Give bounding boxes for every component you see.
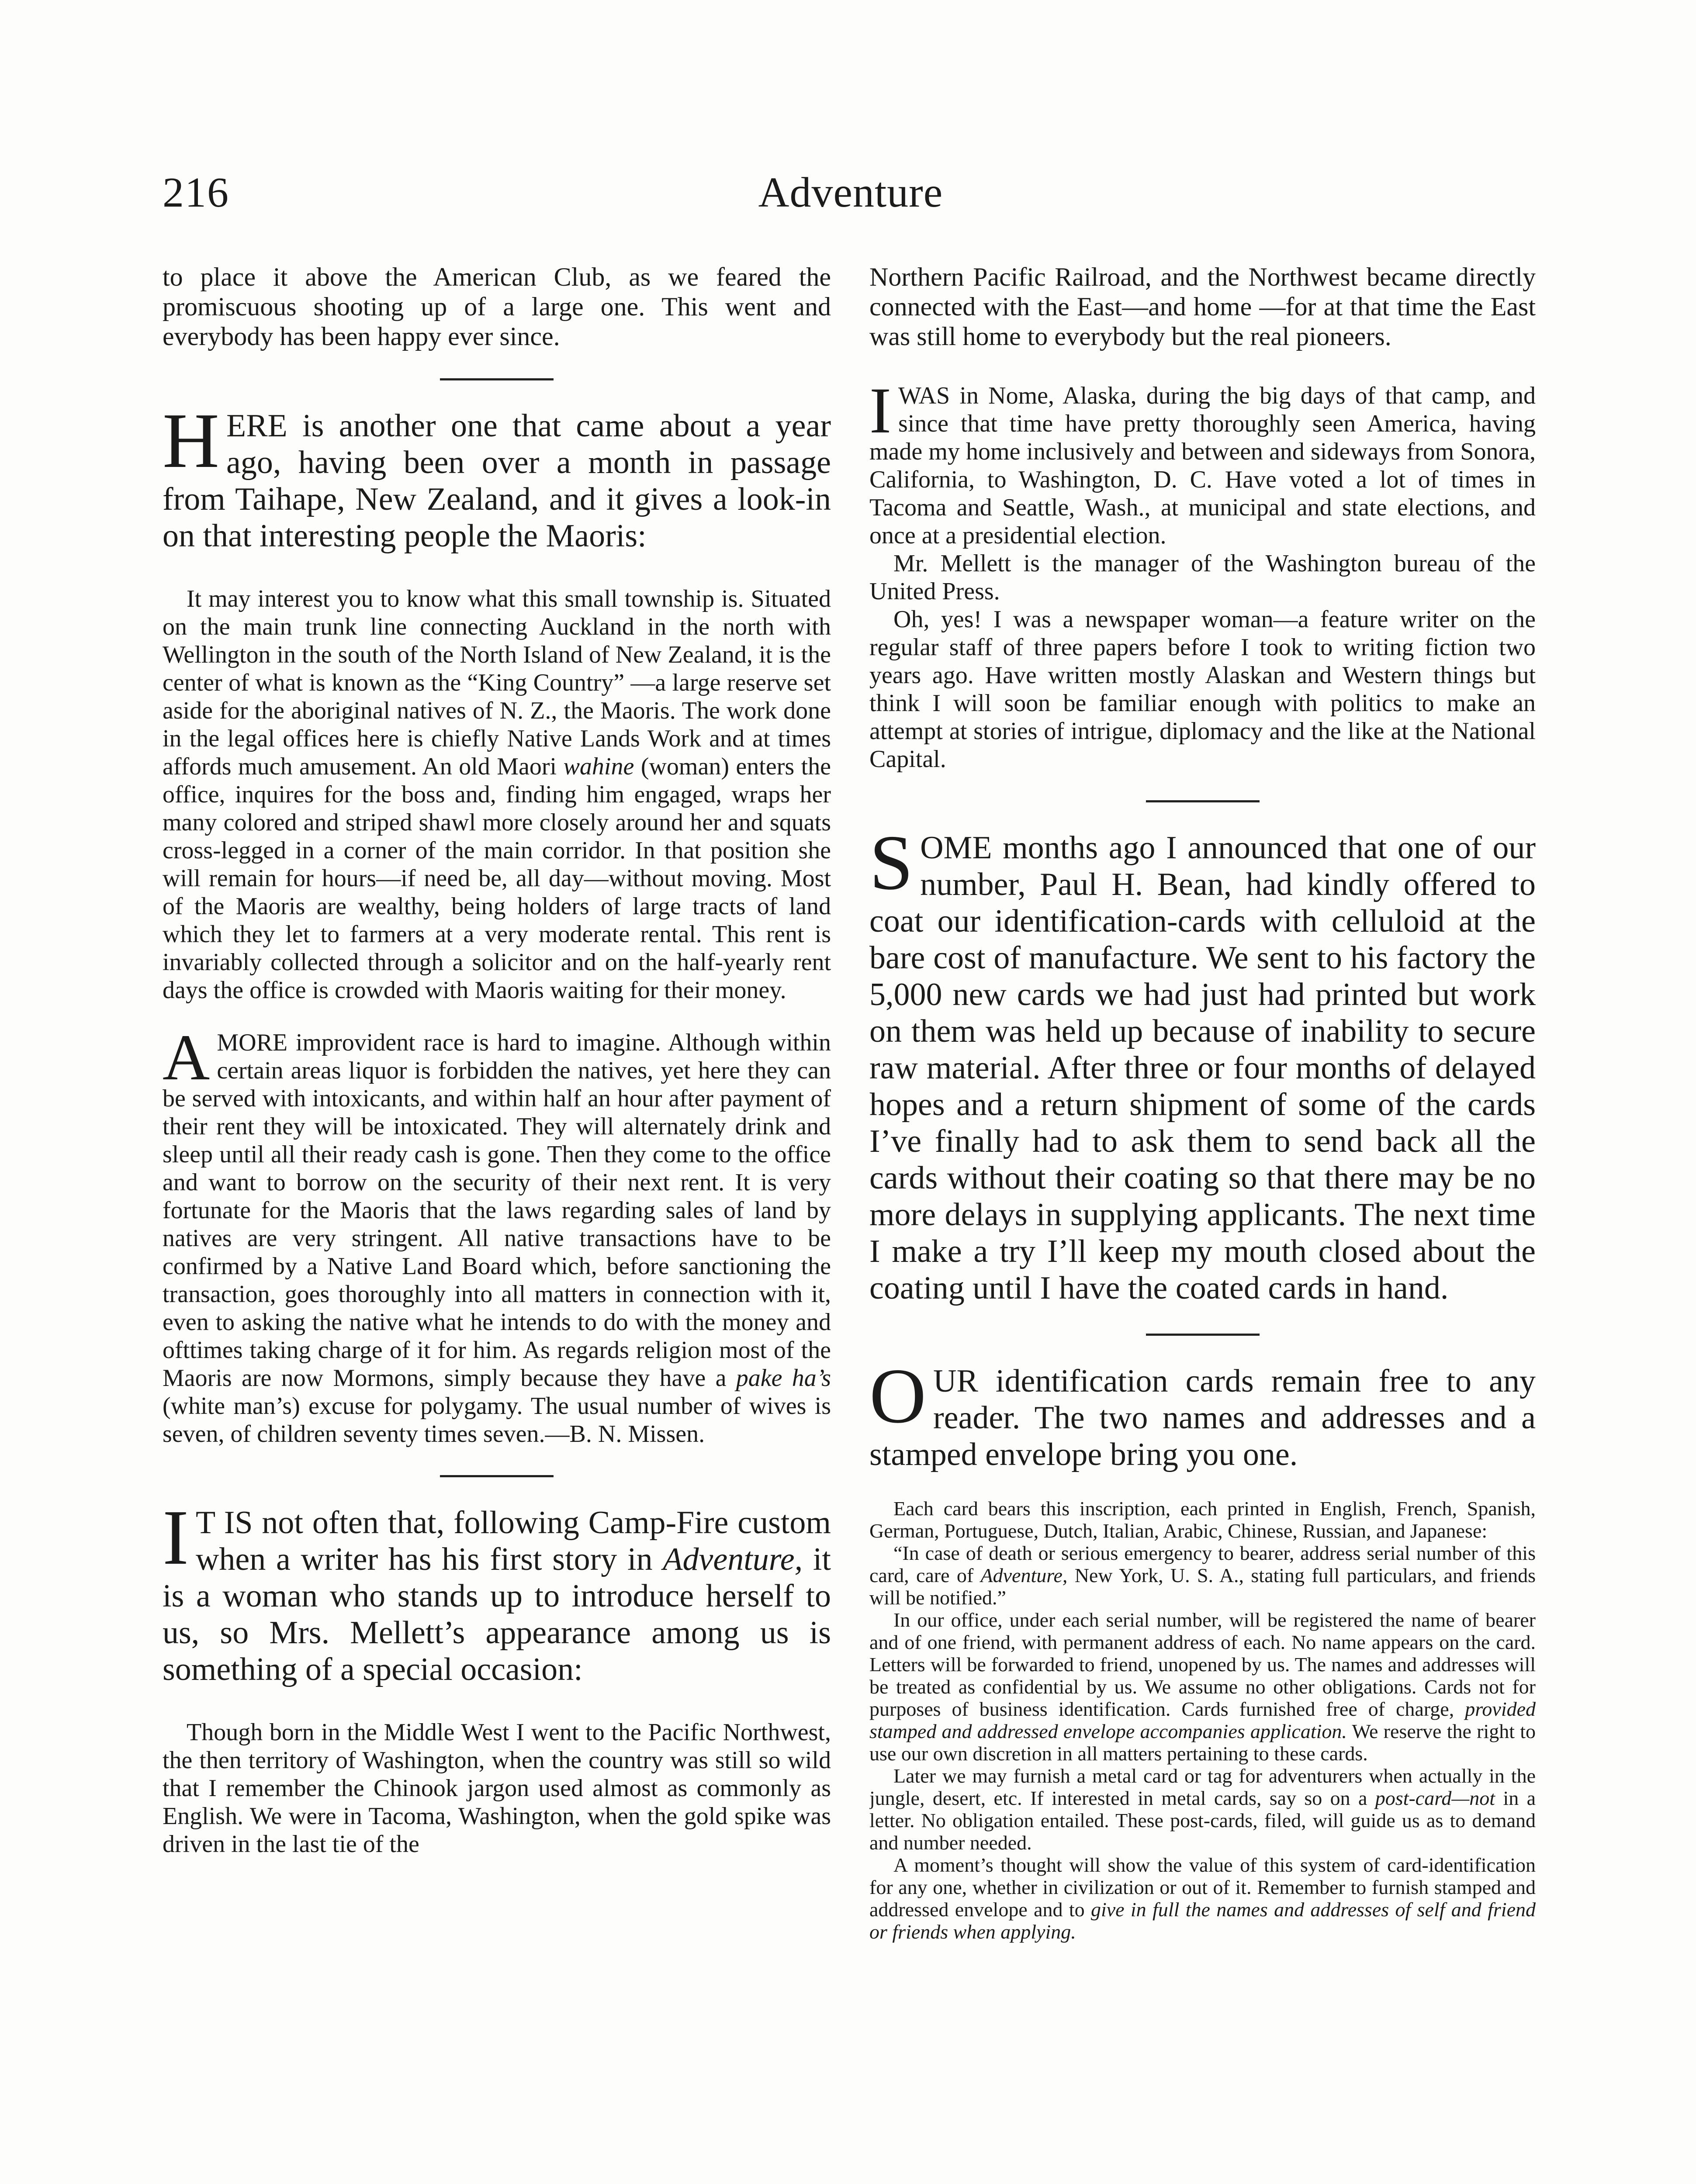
drop-cap: O bbox=[869, 1352, 926, 1439]
nome-section bbox=[869, 374, 1536, 549]
drop-cap: S bbox=[869, 819, 914, 906]
section-divider bbox=[1146, 800, 1260, 802]
celluloid-section bbox=[869, 819, 1536, 1306]
celluloid-text: OME months ago I announced that one of our number, Paul H. Bean, had kindly offered to coat our identification-cards with celluloid at the bare cost of manufacture. We sent to his factory the 5,000 new cards we had just had printed but work on them was held up because of inability to secure raw material. After three or four months of delayed hopes and a return shipment of some of the cards I’ve finally had to ask them to send back all the cards without their coating so that there may be no more delays in supplying applicants. The next time I make a try I’ll keep my mouth closed about the coating until I have the coated cards in hand. bbox=[869, 830, 1536, 1306]
section-divider bbox=[440, 378, 554, 380]
drop-cap: H bbox=[163, 397, 219, 484]
mellett-intro bbox=[163, 1494, 831, 1688]
drop-cap: I bbox=[869, 374, 891, 447]
section-divider bbox=[1146, 1334, 1260, 1336]
mellett-letter-start: Though born in the Middle West I went to the Pacific Northwest, the then territory of Washington, when the country was still so wild that I remember the Chinook jargon used almost as commonly as English. We were in Tacoma, Washington, when the gold spike was driven in the last tie of the bbox=[163, 1719, 831, 1858]
newspaper-woman: Oh, yes! I was a newspaper woman—a feature writer on the regular staff of three papers before I took to writing fiction two years ago. Have written mostly Alaskan and Western things but think I will soon be familiar enough with politics to make an attempt at stories of intrigue, diplomacy and the like at the National Capital. bbox=[869, 606, 1536, 773]
page-header bbox=[163, 168, 1539, 234]
right-column bbox=[869, 262, 1536, 2184]
maoris-intro bbox=[163, 397, 831, 554]
section-divider bbox=[440, 1475, 554, 1477]
magazine-title: Adventure bbox=[758, 169, 943, 216]
card-inscription-note: Each card bears this inscription, each printed in English, French, Spanish, German, Portuguese, Dutch, Italian, Arabic, Chinese, Russian, and Japanese: bbox=[869, 1497, 1536, 1542]
office-registration: In our office, under each serial number, will be registered the name of bearer and of one friend, with permanent address of each. No name appears on the card. Letters will be forwarded to friend, unopened by us. The names and addresses will be treated as confidential by us. We assume no other obligations. Cards not for purposes of business identification. Cards furnished free of charge, provided stamped and addressed envelope accompanies application. We reserve the right to use our own discretion in all matters pertaining to these cards. bbox=[869, 1609, 1536, 1765]
improvident-section bbox=[163, 1021, 831, 1448]
continued-paragraph: Northern Pacific Railroad, and the Northwest became directly connected with the East—and home —for at that time the East was still home to everybody but the real pioneers. bbox=[869, 263, 1536, 351]
page-number: 216 bbox=[163, 169, 229, 216]
improvident-text: MORE improvident race is hard to imagine. Although within certain areas liquor is forbidden the natives, yet here they can be served with intoxicants, and within half an hour after payment of their rent they will be intoxicated. They will alternately drink and sleep until all their ready cash is gone. Then they come to the office and want to borrow on the security of their next rent. It is very fortunate for the Maoris that the laws regarding sales of land by natives are very stringent. All native transactions have to be confirmed by a Native Land Board which, before sanctioning the transaction, goes thoroughly into all matters in connection with it, even to asking the native what he intends to do with the money and ofttimes taking charge of it for him. As regards religion most of the Maoris are now Mormons, simply because they have a pake ha’s (white man’s) excuse for polygamy. The usual number of wives is seven, of children seventy times seven.—B. N. Missen. bbox=[163, 1029, 831, 1448]
mellett-intro-text: T IS not often that, following Camp-Fire custom when a writer has his first story in Adventure, it is a woman who stands up to introduce herself to us, so Mrs. Mellett’s appearance among us is something of a special occasion: bbox=[163, 1505, 831, 1687]
card-inscription: “In case of death or serious emergency to bearer, address serial number of this card, care of Adventure, New York, U. S. A., stating full particulars, and friends will be notified.” bbox=[869, 1542, 1536, 1609]
moments-thought: A moment’s thought will show the value of this system of card-identification for any one, whether in civilization or out of it. Remember to furnish stamped and addressed envelope and to give in full the names and addresses of self and friend or friends when applying. bbox=[869, 1854, 1536, 1943]
drop-cap: A bbox=[163, 1021, 210, 1094]
mellett-note: Mr. Mellett is the manager of the Washington bureau of the United Press. bbox=[869, 550, 1536, 605]
metal-card-note: Later we may furnish a metal card or tag for adventurers when actually in the jungle, desert, etc. If interested in metal cards, say so on a post-card—not in a letter. No obligation entailed. These post-cards, filed, will guide us as to demand and number needed. bbox=[869, 1765, 1536, 1854]
nome-text: WAS in Nome, Alaska, during the big days of that camp, and since that time have pretty thoroughly seen America, having made my home inclusively and between and sideways from Sonora, California, to Washington, D. C. Have voted a lot of times in Tacoma and Seattle, Wash., at municipal and state elections, and once at a presidential election. bbox=[869, 382, 1536, 549]
left-column bbox=[163, 262, 831, 2184]
id-cards-section bbox=[869, 1352, 1536, 1473]
drop-cap: I bbox=[163, 1494, 189, 1581]
continued-paragraph: to place it above the American Club, as we feared the promiscuous shooting up of a large one. This went and everybody has been happy ever since. bbox=[163, 263, 831, 351]
maoris-letter: It may interest you to know what this small township is. Situated on the main trunk line connecting Auckland in the north with Wellington in the south of the North Island of New Zealand, it is the center of what is known as the “King Country” —a large reserve set aside for the aboriginal natives of N. Z., the Maoris. The work done in the legal offices here is chiefly Native Lands Work and at times affords much amusement. An old Maori wahine (woman) enters the office, inquires for the boss and, finding him engaged, wraps her many colored and striped shawl more closely around her and squats cross-legged in a corner of the main corridor. In that position she will remain for hours—if need be, all day—without moving. Most of the Maoris are wealthy, being holders of large tracts of land which they let to farmers at a very moderate rental. This rent is invariably collected through a solicitor and on the half-yearly rent days the office is crowded with Maoris waiting for their money. bbox=[163, 585, 831, 1004]
maoris-intro-text: ERE is another one that came about a year ago, having been over a month in passage from Taihape, New Zealand, and it gives a look-in on that interesting people the Maoris: bbox=[163, 408, 831, 554]
id-cards-text: UR identification cards remain free to any reader. The two names and addresses and a stamped envelope bring you one. bbox=[869, 1363, 1536, 1472]
